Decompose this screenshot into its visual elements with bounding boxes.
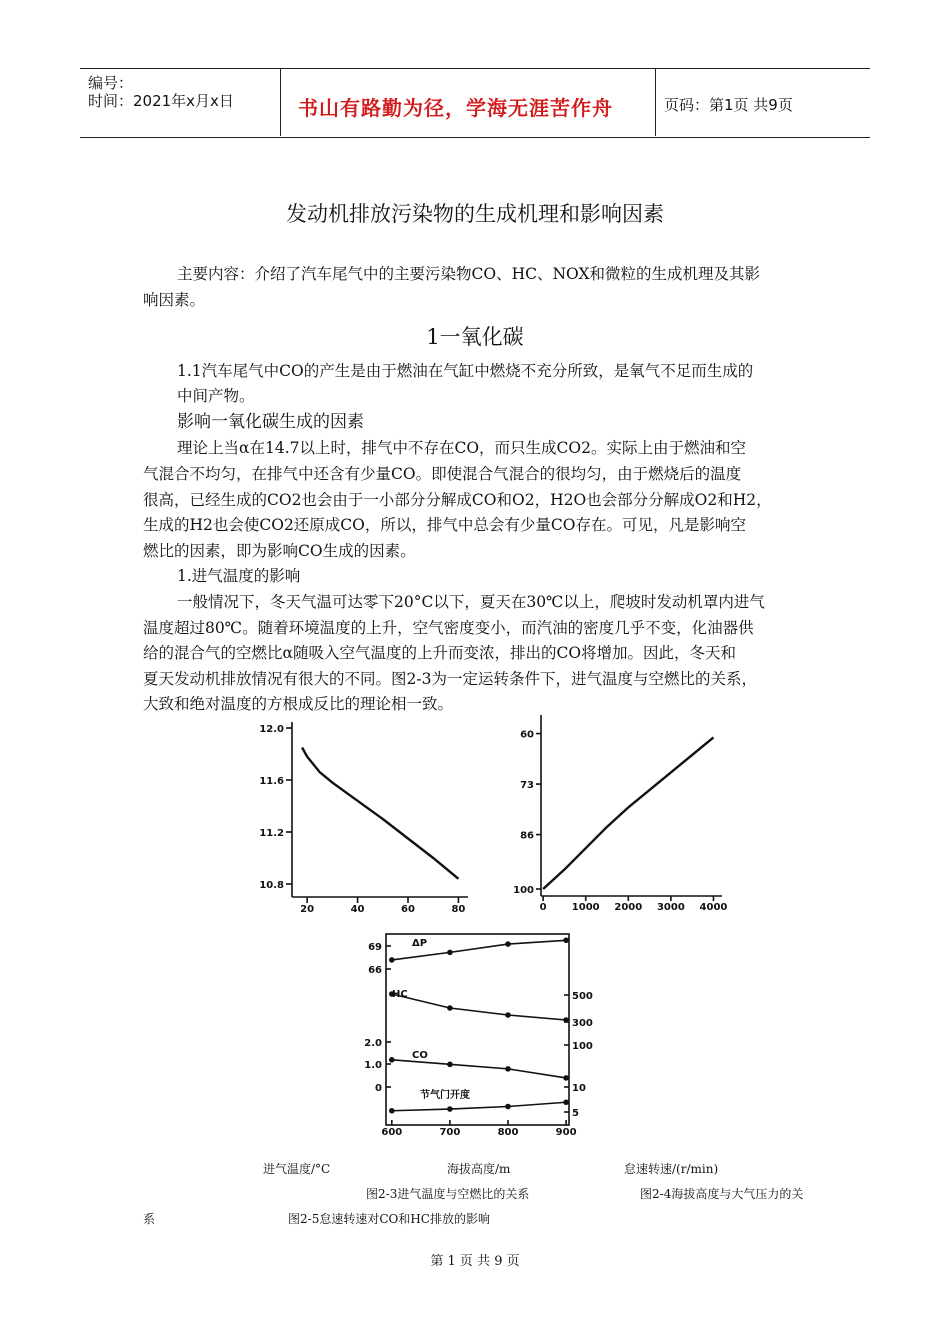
x-tick-label: 2000 [614,902,643,913]
header-motto: 书山有路勤为径，学海无涯苦作舟 [298,96,613,120]
data-point [505,1012,511,1018]
doc-title: 发动机排放污染物的生成机理和影响因素 [286,202,664,226]
x-tick-label: 4000 [699,902,728,913]
caption-fig-2-3: 图2-3进气温度与空燃比的关系 [366,1187,530,1201]
x-tick-label: 1000 [571,902,600,913]
para2-line: 燃比的因素，即为影响CO生成的因素。 [143,542,416,560]
right-tick-label: 10 [572,1083,586,1094]
caption-fig-2-4-cont: 系 [143,1212,156,1226]
xlabel-altitude: 海拔高度/m [447,1162,511,1176]
data-point [563,1099,569,1105]
data-point [505,1066,511,1072]
header-code: 编号： [88,74,134,92]
summary-line2: 响因素。 [143,291,206,309]
para1-line2: 中间产物。 [177,387,255,405]
series-label: ΔP [412,938,428,949]
para2-line: 气混合不均匀，在排气中还含有少量CO。即使混合气混合的很均匀，由于燃烧后的温度 [143,465,742,483]
x-tick-label: 700 [439,1127,461,1138]
data-point [505,941,511,947]
y-tick-label: 12.0 [259,724,284,735]
data-point [389,1057,395,1063]
chart-c-frame [386,934,569,1125]
header-page-info: 页码：第1页 共9页 [664,96,793,114]
para2-line: 理论上当α在14.7以上时，排气中不存在CO，而只生成CO2。实际上由于燃油和空 [177,439,746,457]
x-tick-label: 40 [350,904,365,915]
y-tick-label: 100 [513,885,534,896]
para3-line: 温度超过80℃。随着环境温度的上升，空气密度变小，而汽油的密度几乎不变，化油器供 [143,619,754,637]
x-tick-label: 600 [381,1127,403,1138]
para2-line: 生成的H2也会使CO2还原成CO，所以，排气中总会有少量CO存在。可见，凡是影响空 [143,516,746,534]
data-point [505,1104,511,1110]
y-tick-label: 73 [520,780,534,792]
header-time: 时间：2021年x月x日 [88,92,234,110]
data-point [447,950,453,956]
item1: 1.进气温度的影响 [177,567,301,585]
subheading: 影响一氧化碳生成的因素 [177,412,364,432]
series-line [543,737,713,889]
series-label: CO [412,1050,428,1061]
x-tick-label: 3000 [656,902,685,913]
summary-line1: 主要内容：介绍了汽车尾气中的主要污染物CO、HC、NOX和微粒的生成机理及其影 [177,265,760,283]
series-line [392,1060,566,1078]
section-heading: 1一氧化碳 [426,325,524,349]
data-point [563,937,569,943]
data-point [563,1075,569,1081]
chart-a-axes [292,722,468,897]
xlabel-idle: 怠速转速/(r/min) [624,1162,719,1176]
para3-line: 大致和绝对温度的方根成反比的理论相一致。 [143,695,454,713]
data-point [389,1108,395,1114]
series-label: 节气门开度 [420,1090,470,1101]
right-tick-label: 300 [572,1018,593,1029]
left-tick-label: 66 [368,965,382,976]
left-tick-label: 0 [375,1083,382,1094]
data-point [389,957,395,963]
x-tick-label: 900 [555,1127,577,1138]
para2-line: 很高，已经生成的CO2也会由于一小部分分解成CO和O2，H2O也会部分分解成O2和H2， [143,491,772,509]
para1-line1: 1.1汽车尾气中CO的产生是由于燃油在气缸中燃烧不充分所致，是氧气不足而生成的 [177,362,754,380]
left-tick-label: 2.0 [364,1038,382,1049]
data-point [447,1005,453,1011]
data-point [563,1017,569,1023]
y-tick-label: 11.2 [259,828,284,839]
caption-fig-2-5: 图2-5怠速转速对CO和HC排放的影响 [288,1212,490,1226]
y-tick-label: 86 [520,830,534,842]
left-tick-label: 69 [368,942,382,953]
series-label: HC [392,989,408,1000]
xlabel-temp: 进气温度/°C [263,1162,331,1176]
data-point [447,1106,453,1112]
series-line [392,1102,566,1111]
right-tick-label: 500 [572,991,593,1002]
x-tick-label: 800 [497,1127,519,1138]
series-line [302,748,458,879]
x-tick-label: 0 [539,902,547,913]
series-line [392,994,566,1020]
caption-fig-2-4: 图2-4海拔高度与大气压力的关 [640,1187,804,1201]
para3-line: 一般情况下，冬天气温可达零下20°C以下，夏天在30℃以上，爬坡时发动机罩内进气 [177,593,765,611]
para3-line: 给的混合气的空燃比α随吸入空气温度的上升而变浓，排出的CO将增加。因此，冬天和 [143,644,737,662]
right-tick-label: 5 [572,1108,579,1119]
data-point [447,1062,453,1068]
right-tick-label: 100 [572,1041,593,1052]
para3-line: 夏天发动机排放情况有很大的不同。图2-3为一定运转条件下，进气温度与空燃比的关系， [143,670,757,688]
x-tick-label: 60 [401,904,415,915]
y-tick-label: 11.6 [259,776,284,787]
y-tick-label: 60 [520,729,534,741]
x-tick-label: 20 [300,904,315,915]
y-tick-label: 10.8 [259,880,284,891]
footer-page: 第 1 页 共 9 页 [430,1254,520,1269]
x-tick-label: 80 [451,904,466,915]
left-tick-label: 1.0 [364,1060,382,1071]
